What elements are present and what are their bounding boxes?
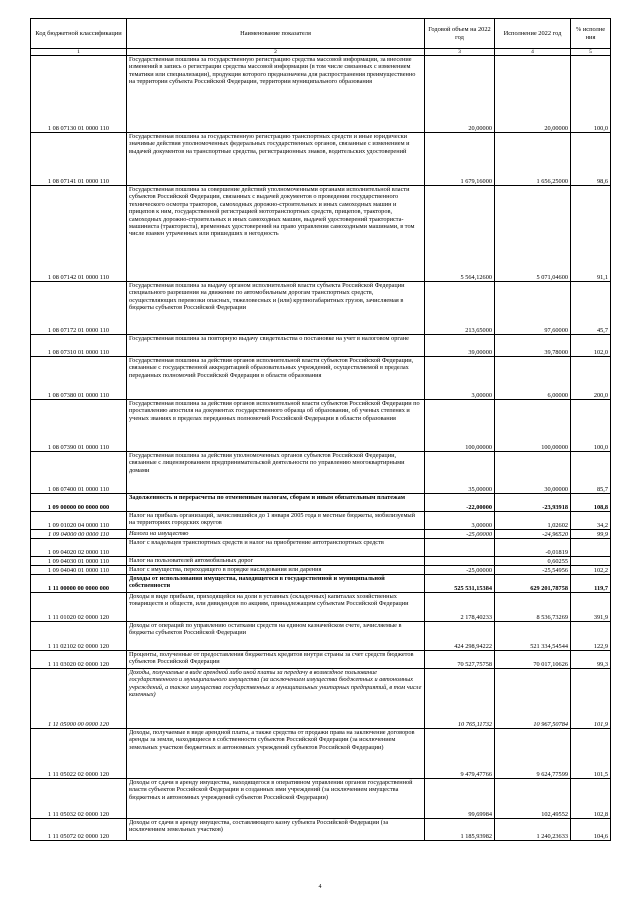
table-row (31, 779, 611, 819)
percent-cell: 391,9 (571, 593, 611, 622)
plan-value-cell: -25,00000 (425, 530, 495, 539)
indicator-name-cell: Доходы от операций по управлению остатками средств на едином казначейском счете, зачисляемые в бюджеты субъектов Российской Федерации (127, 622, 425, 651)
fact-value-cell: 0,60255 (495, 557, 571, 566)
fact-value-cell: 8 536,73269 (495, 593, 571, 622)
header-plan: Годовой объем на 2022 год (425, 19, 495, 49)
plan-value-cell: 20,00000 (425, 56, 495, 133)
indicator-name-cell: Государственная пошлина за совершение действий уполномоченными органами исполнительной власти субъектов Российской Федерации, связанных с выдачей документов о проведении государственного технического осмотра тракторов, самоходных дорожно-строительных и иных самоходных машин и прицепов к ним, государственной регистрацией мототранспортных средств, прицепов, тракторов, самоходных дорожно-строительных и иных самоходных машин, выдачей удостоверений тракториста-машиниста (тракториста), временных удостоверений на право управления самоходными машинами, в том числе взамен утраченных или пришедших в негодность (127, 186, 425, 282)
fact-value-cell: 100,00000 (495, 400, 571, 452)
index-cell: 5 (571, 49, 611, 56)
indicator-name-cell: Налог с имущества, переходящего в порядке наследования или дарения (127, 566, 425, 575)
table-row (31, 494, 611, 512)
percent-cell: 101,9 (571, 669, 611, 729)
indicator-name-cell: Налог на пользователей автомобильных дорог (127, 557, 425, 566)
budget-execution-table (30, 18, 611, 841)
code-cell: 1 09 04030 01 0000 110 (31, 557, 127, 566)
table-row (31, 729, 611, 779)
fact-value-cell: 39,78000 (495, 335, 571, 357)
indicator-name-cell: Доходы, получаемые в виде арендной платы, а также средства от продажи права на заключение договоров аренды за земли, находящиеся в собственности субъектов Российской Федерации (за исключением земельных участков бюджетных и автономных учреждений субъектов Российской Федерации) (127, 729, 425, 779)
code-cell: 1 08 07390 01 0000 110 (31, 400, 127, 452)
code-cell: 1 08 07141 01 0000 110 (31, 133, 127, 186)
code-cell: 1 08 07172 01 0000 110 (31, 282, 127, 335)
fact-value-cell: 20,00000 (495, 56, 571, 133)
fact-value-cell: -24,96520 (495, 530, 571, 539)
plan-value-cell: -25,00000 (425, 566, 495, 575)
header-name: Наименование показателя (127, 19, 425, 49)
percent-cell: 102,0 (571, 335, 611, 357)
table-row (31, 622, 611, 651)
header-percent: % исполне ния (571, 19, 611, 49)
fact-value-cell: 1,02602 (495, 512, 571, 530)
plan-value-cell: 3,00000 (425, 512, 495, 530)
table-row (31, 669, 611, 729)
code-cell: 1 08 07400 01 0000 110 (31, 452, 127, 494)
table-row (31, 575, 611, 593)
indicator-name-cell: Государственная пошлина за действия органов исполнительной власти субъектов Российской Федерации по проставлению апостиля на документах государственного образца об образовании, об ученых степенях и ученых званиях в пределах переданных полномочий Российской Федерации в области образования (127, 400, 425, 452)
indicator-name-cell: Налоги на имущество (127, 530, 425, 539)
percent-cell: 122,9 (571, 622, 611, 651)
plan-value-cell: 213,65000 (425, 282, 495, 335)
indicator-name-cell: Налог с владельцев транспортных средств и налог на приобретение автотранспортных средств (127, 539, 425, 557)
indicator-name-cell: Государственная пошлина за выдачу органом исполнительной власти субъекта Российской Федерации специального разрешения на движение по автомобильным дорогам транспортных средств, осуществляющих перевозки опасных, тяжеловесных и (или) крупногабаритных грузов, зачисляемая в бюджеты субъектов Российской Федерации (127, 282, 425, 335)
indicator-name-cell: Доходы от сдачи в аренду имущества, находящегося в оперативном управлении органов государственной власти субъектов Российской Федерации и созданных ими учреждений (за исключением имущества бюджетных и автономных учреждений субъектов Российской Федерации) (127, 779, 425, 819)
table-row (31, 282, 611, 335)
plan-value-cell: 9 479,47766 (425, 729, 495, 779)
fact-value-cell: -23,93918 (495, 494, 571, 512)
code-cell: 1 11 00000 00 0000 000 (31, 575, 127, 593)
index-cell: 1 (31, 49, 127, 56)
percent-cell: 91,1 (571, 186, 611, 282)
percent-cell: 99,3 (571, 651, 611, 669)
code-cell: 1 09 00000 00 0000 000 (31, 494, 127, 512)
percent-cell: 45,7 (571, 282, 611, 335)
code-cell: 1 11 02102 02 0000 120 (31, 622, 127, 651)
fact-value-cell: 521 334,54544 (495, 622, 571, 651)
code-cell: 1 08 07130 01 0000 110 (31, 56, 127, 133)
code-cell: 1 08 07310 01 0000 110 (31, 335, 127, 357)
indicator-name-cell: Задолженность и перерасчеты по отмененным налогам, сборам и иным обязательным платежам (127, 494, 425, 512)
table-header-row (31, 19, 611, 49)
header-code: Код бюджетной классификации (31, 19, 127, 49)
code-cell: 1 11 05032 02 0000 120 (31, 779, 127, 819)
plan-value-cell: 1 185,93982 (425, 819, 495, 841)
percent-cell (571, 557, 611, 566)
percent-cell: 98,6 (571, 133, 611, 186)
indicator-name-cell: Доходы от использования имущества, находящегося в государственной и муниципальной собственности (127, 575, 425, 593)
percent-cell: 100,0 (571, 56, 611, 133)
plan-value-cell: 2 178,40233 (425, 593, 495, 622)
indicator-name-cell: Доходы в виде прибыли, приходящейся на доли в уставных (складочных) капиталах хозяйственных товариществ и обществ, или дивидендов по акциям, принадлежащим субъектам Российской Федерации (127, 593, 425, 622)
percent-cell: 101,5 (571, 729, 611, 779)
percent-cell: 104,6 (571, 819, 611, 841)
code-cell: 1 09 01020 04 0000 110 (31, 512, 127, 530)
plan-value-cell: 100,00000 (425, 400, 495, 452)
percent-cell: 119,7 (571, 575, 611, 593)
code-cell: 1 09 04000 00 0000 110 (31, 530, 127, 539)
fact-value-cell: 1 240,23633 (495, 819, 571, 841)
indicator-name-cell: Государственная пошлина за действия органов исполнительной власти субъектов Российской Федерации, связанные с государственной аккредитацией образовательных учреждений, осуществляемой в пределах переданных полномочий Российской Федерации в области образования (127, 357, 425, 400)
indicator-name-cell: Налог на прибыль организаций, зачислявшийся до 1 января 2005 года в местные бюджеты, мобилизуемый на территориях городских округов (127, 512, 425, 530)
plan-value-cell: 10 765,11732 (425, 669, 495, 729)
indicator-name-cell: Государственная пошлина за действия уполномоченных органов субъектов Российской Федерации, связанные с лицензированием предпринимательской деятельности по управлению многоквартирными домами (127, 452, 425, 494)
page-number: 4 (318, 884, 322, 890)
code-cell: 1 11 05022 02 0000 120 (31, 729, 127, 779)
table-row (31, 512, 611, 530)
plan-value-cell: 5 564,12600 (425, 186, 495, 282)
fact-value-cell: 629 201,78758 (495, 575, 571, 593)
percent-cell: 108,8 (571, 494, 611, 512)
percent-cell: 102,2 (571, 566, 611, 575)
fact-value-cell: -0,01819 (495, 539, 571, 557)
fact-value-cell: 5 071,04600 (495, 186, 571, 282)
code-cell: 1 08 07380 01 0000 110 (31, 357, 127, 400)
column-index-row (31, 49, 611, 56)
plan-value-cell: -22,00000 (425, 494, 495, 512)
percent-cell (571, 539, 611, 557)
fact-value-cell: 9 624,77599 (495, 729, 571, 779)
percent-cell: 200,0 (571, 357, 611, 400)
percent-cell: 34,2 (571, 512, 611, 530)
indicator-name-cell: Доходы от сдачи в аренду имущества, составляющего казну субъекта Российской Федерации (за исключением земельных участков) (127, 819, 425, 841)
table-row (31, 819, 611, 841)
plan-value-cell: 70 527,75758 (425, 651, 495, 669)
table-row (31, 357, 611, 400)
index-cell: 4 (495, 49, 571, 56)
indicator-name-cell: Доходы, получаемые в виде арендной либо иной платы за передачу в возмездное пользование государственного и муниципального имущества (за исключением имущества бюджетных и автономных учреждений, а также имущества государственных и муниципальных унитарных предприятий, в том числе казенных) (127, 669, 425, 729)
table-row (31, 133, 611, 186)
indicator-name-cell: Проценты, полученные от предоставления бюджетных кредитов внутри страны за счет средств бюджетов субъектов Российской Федерации (127, 651, 425, 669)
plan-value-cell: 35,00000 (425, 452, 495, 494)
header-fact: Исполнение 2022 год (495, 19, 571, 49)
code-cell: 1 09 04040 01 0000 110 (31, 566, 127, 575)
percent-cell: 99,9 (571, 530, 611, 539)
plan-value-cell: 525 531,15384 (425, 575, 495, 593)
percent-cell: 100,0 (571, 400, 611, 452)
plan-value-cell: 39,00000 (425, 335, 495, 357)
code-cell: 1 11 03020 02 0000 120 (31, 651, 127, 669)
percent-cell: 102,8 (571, 779, 611, 819)
plan-value-cell: 99,69984 (425, 779, 495, 819)
table-row (31, 56, 611, 133)
code-cell: 1 11 05000 00 0000 120 (31, 669, 127, 729)
table-row (31, 539, 611, 557)
percent-cell: 85,7 (571, 452, 611, 494)
code-cell: 1 11 01020 02 0000 120 (31, 593, 127, 622)
fact-value-cell: 70 017,10626 (495, 651, 571, 669)
table-body (31, 56, 611, 841)
indicator-name-cell: Государственная пошлина за государственную регистрацию средства массовой информации, за внесение изменений в запись о регистрации средства массовой информации (в том числе связанных с изменением тематики или специализации), продукция которого предназначена для распространения преимущественно на территории субъекта Российской Федерации, территории муниципального образования (127, 56, 425, 133)
table-row (31, 651, 611, 669)
fact-value-cell: 10 967,50784 (495, 669, 571, 729)
code-cell: 1 11 05072 02 0000 120 (31, 819, 127, 841)
fact-value-cell: 1 656,25000 (495, 133, 571, 186)
index-cell: 3 (425, 49, 495, 56)
indicator-name-cell: Государственная пошлина за повторную выдачу свидетельства о постановке на учет в налоговом органе (127, 335, 425, 357)
plan-value-cell (425, 539, 495, 557)
fact-value-cell: 102,49552 (495, 779, 571, 819)
table-row (31, 557, 611, 566)
table-row (31, 452, 611, 494)
fact-value-cell: 97,60000 (495, 282, 571, 335)
fact-value-cell: 6,00000 (495, 357, 571, 400)
table-row (31, 593, 611, 622)
table-row (31, 530, 611, 539)
plan-value-cell: 1 679,16000 (425, 133, 495, 186)
table-row (31, 186, 611, 282)
budget-table-sheet (30, 18, 610, 841)
table-row (31, 400, 611, 452)
code-cell: 1 09 04020 02 0000 110 (31, 539, 127, 557)
plan-value-cell: 3,00000 (425, 357, 495, 400)
indicator-name-cell: Государственная пошлина за государственную регистрацию транспортных средств и иные юридически значимые действия уполномоченных федеральных государственных органов, связанные с изменением и выдачей документов на транспортные средства, регистрационных знаков, водительских удостоверений (127, 133, 425, 186)
plan-value-cell (425, 557, 495, 566)
fact-value-cell: -25,54956 (495, 566, 571, 575)
index-cell: 2 (127, 49, 425, 56)
plan-value-cell: 424 298,94222 (425, 622, 495, 651)
table-row (31, 566, 611, 575)
table-row (31, 335, 611, 357)
fact-value-cell: 30,00000 (495, 452, 571, 494)
code-cell: 1 08 07142 01 0000 110 (31, 186, 127, 282)
